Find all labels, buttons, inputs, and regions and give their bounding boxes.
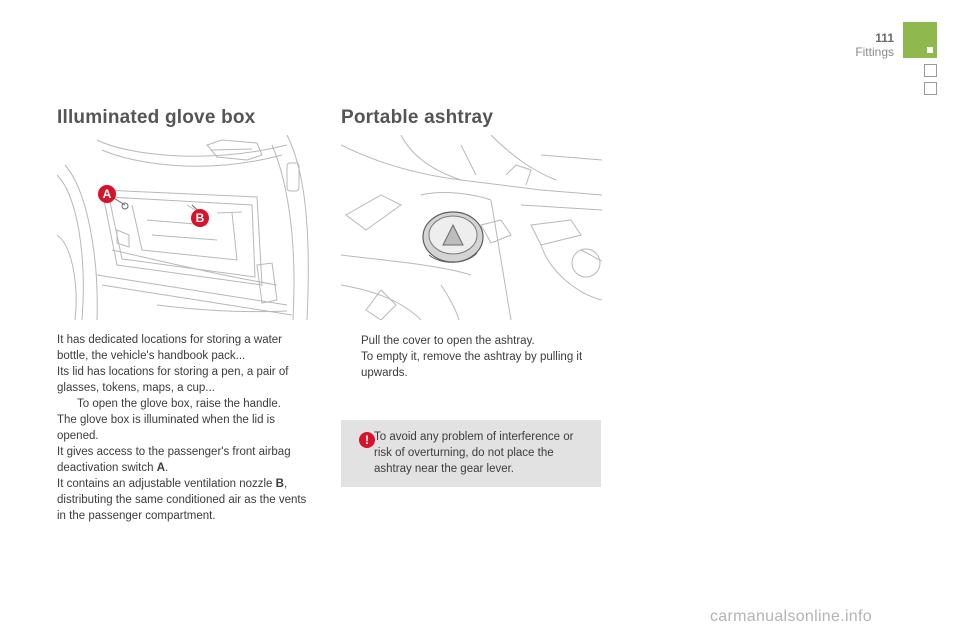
ashtray-bullet: [341, 333, 603, 349]
text-span: It contains an adjustable ventilation nozzle: [57, 478, 276, 490]
glove-box-heading: Illuminated glove box: [57, 107, 256, 128]
section-tab-active[interactable]: [903, 22, 937, 58]
bullet-icon: [57, 396, 77, 412]
callout-b: B: [191, 209, 209, 227]
warning-text: To avoid any problem of interference or risk of overturning, do not place the ashtray near the gear lever.: [374, 431, 574, 475]
text-span: , distributing the same conditioned air as the vents in the passenger compartment.: [57, 478, 307, 522]
key-a: A: [156, 462, 166, 474]
glove-box-bullet: [57, 396, 315, 412]
section-tab[interactable]: [924, 82, 937, 95]
ashtray-bullet-text: Pull the cover to open the ashtray.: [361, 335, 535, 347]
glove-box-line: Its lid has locations for storing a pen, a pair of glasses, tokens, maps, a cup...: [57, 366, 289, 394]
ashtray-instructions: [341, 333, 603, 381]
warning-icon: !: [359, 432, 375, 448]
glove-box-description: [57, 332, 315, 524]
text-span: It gives access to the passenger's front airbag deactivation switch: [57, 446, 291, 474]
ashtray-bullet-text: To empty it, remove the ashtray by pulling it upwards.: [361, 351, 583, 379]
glove-box-line: The glove box is illuminated when the lid is opened.: [57, 414, 275, 442]
glove-box-illustration: [57, 135, 319, 320]
key-b: B: [275, 478, 284, 490]
glove-box-line: [57, 444, 315, 476]
glove-box-bullet-text: To open the glove box, raise the handle.: [77, 398, 281, 410]
ashtray-bullet: [341, 349, 603, 381]
glove-box-line: [57, 476, 315, 524]
bullet-icon: [341, 349, 361, 381]
section-tab[interactable]: [924, 64, 937, 77]
glove-box-line: It has dedicated locations for storing a water bottle, the vehicle's handbook pack...: [57, 334, 283, 362]
watermark: carmanualsonline.info: [710, 608, 872, 625]
ashtray-illustration: [341, 135, 602, 320]
warning-box: [341, 420, 601, 487]
page-number: 111: [875, 31, 894, 45]
bullet-icon: [341, 333, 361, 349]
ashtray-heading: Portable ashtray: [341, 107, 494, 128]
callout-a: A: [98, 185, 116, 203]
section-title: Fittings: [855, 45, 894, 59]
tab-marker-icon: [927, 47, 933, 53]
text-span: .: [165, 462, 169, 474]
